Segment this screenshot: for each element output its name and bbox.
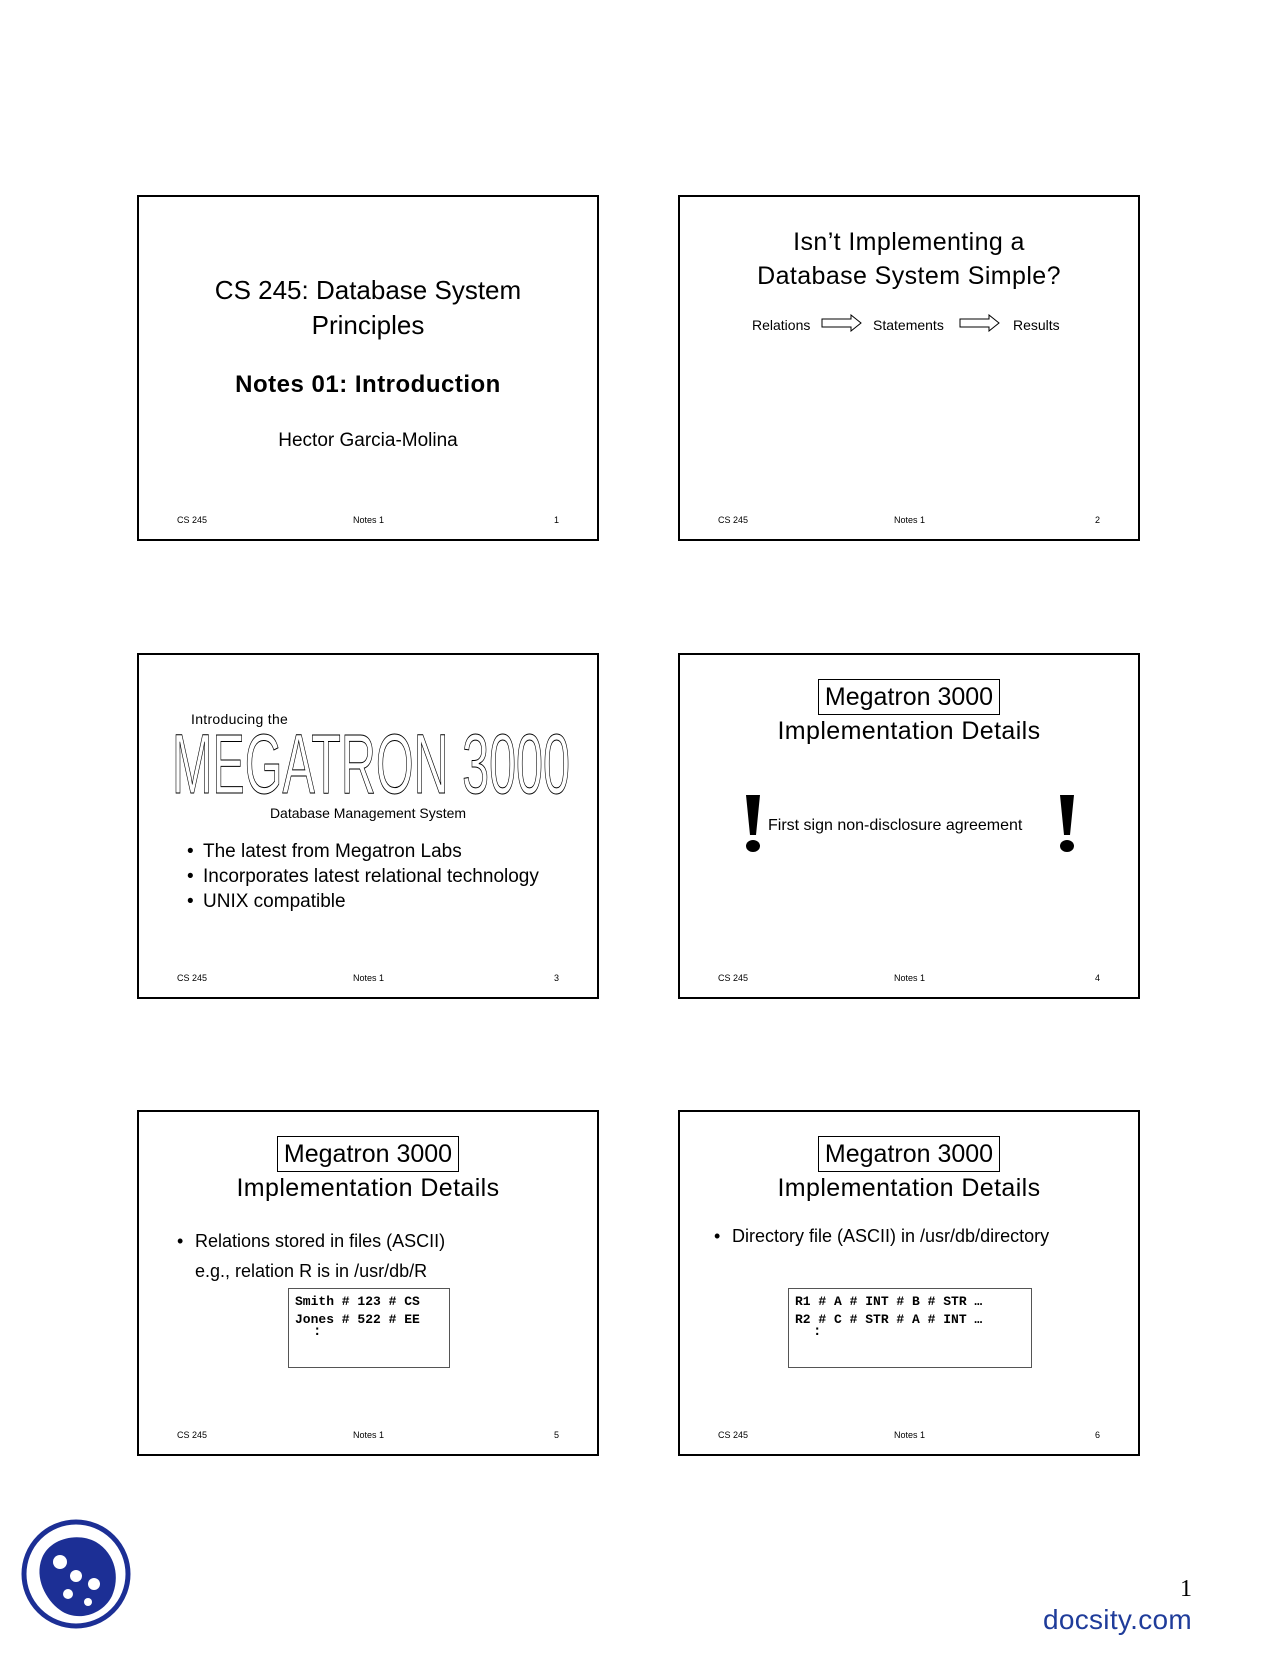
bullet-list <box>714 1226 1049 1247</box>
footer-course: CS 245 <box>177 973 208 983</box>
megatron-logo <box>169 725 573 799</box>
file-contents-box <box>288 1288 450 1368</box>
list-item: • Relations stored in files (ASCII) <box>177 1226 445 1256</box>
footer-notes: Notes 1 <box>894 515 926 525</box>
footer-course: CS 245 <box>177 515 208 525</box>
boxed-title: Megatron 3000 <box>277 1136 459 1172</box>
slide-title <box>680 1136 1138 1172</box>
slide-title <box>680 225 1138 293</box>
slide-number: 2 <box>1094 515 1100 525</box>
nda-notice: First sign non-disclosure agreement <box>768 817 1023 834</box>
title-line-2: Implementation Details <box>777 1174 1041 1202</box>
footer-course: CS 245 <box>718 515 749 525</box>
slide-number: 6 <box>1094 1430 1100 1440</box>
slide-number: 3 <box>553 973 559 983</box>
title-line-1: Isn’t Implementing a <box>793 228 1025 256</box>
list-item: • Incorporates latest relational technology <box>187 864 539 889</box>
title-line-2: Implementation Details <box>236 1174 500 1202</box>
arrow-right-icon <box>821 314 863 332</box>
list-item-continuation: e.g., relation R is in /usr/db/R <box>195 1261 428 1281</box>
slide-2 <box>678 195 1140 541</box>
footer-notes: Notes 1 <box>894 1430 926 1440</box>
docsity-link[interactable]: docsity.com <box>1042 1604 1192 1635</box>
footer-notes: Notes 1 <box>353 1430 385 1440</box>
dbms-label: Database Management System <box>269 805 467 821</box>
exclamation-icon <box>1056 793 1078 855</box>
slide-5 <box>137 1110 599 1456</box>
slide-title <box>139 1136 597 1172</box>
slide-subtitle: Notes 01: Introduction <box>235 371 501 398</box>
bullet-list <box>187 839 539 914</box>
bullet-list <box>177 1226 445 1286</box>
boxed-title: Megatron 3000 <box>818 1136 1000 1172</box>
title-line-2: Principles <box>311 310 425 340</box>
slide-4 <box>678 653 1140 999</box>
title-line-1: CS 245: Database System <box>214 275 522 305</box>
arrow-right-icon <box>959 314 1001 332</box>
page-number: 1 <box>1180 1576 1192 1602</box>
slide-number: 4 <box>1094 973 1100 983</box>
directory-file-box <box>788 1288 1032 1368</box>
slide-number: 5 <box>553 1430 559 1440</box>
title-line-2: Database System Simple? <box>757 262 1061 290</box>
code-line: R1 # A # INT # B # STR … <box>795 1294 983 1309</box>
slide-3 <box>137 653 599 999</box>
slide-1 <box>137 195 599 541</box>
code-line: Jones # 522 # EE <box>295 1312 420 1327</box>
footer-course: CS 245 <box>718 1430 749 1440</box>
footer-notes: Notes 1 <box>353 515 385 525</box>
code-line: Smith # 123 # CS <box>295 1294 420 1309</box>
slide-title <box>139 273 597 343</box>
exclamation-icon <box>742 793 764 855</box>
footer-notes: Notes 1 <box>894 973 926 983</box>
vertical-ellipsis: : <box>813 1324 822 1340</box>
vertical-ellipsis: : <box>313 1324 322 1340</box>
footer-notes: Notes 1 <box>353 973 385 983</box>
flow-results: Results <box>1013 317 1060 333</box>
slide-number: 1 <box>553 515 559 525</box>
title-line-2: Implementation Details <box>777 717 1041 745</box>
slide-author: Hector Garcia-Molina <box>278 430 458 451</box>
footer-course: CS 245 <box>718 973 749 983</box>
list-item: • UNIX compatible <box>187 889 539 914</box>
boxed-title: Megatron 3000 <box>818 679 1000 715</box>
flow-relations: Relations <box>752 317 811 333</box>
docsity-logo-icon <box>20 1518 132 1630</box>
slide-6 <box>678 1110 1140 1456</box>
megatron-logo-text: MEGATRON 3000 <box>172 725 570 799</box>
code-line: R2 # C # STR # A # INT … <box>795 1312 983 1327</box>
footer-course: CS 245 <box>177 1430 208 1440</box>
list-item: • The latest from Megatron Labs <box>187 839 539 864</box>
intro-text: Introducing the <box>191 711 289 727</box>
list-item: • Directory file (ASCII) in /usr/db/directory <box>714 1226 1049 1247</box>
flow-statements: Statements <box>873 317 944 333</box>
slide-title <box>680 679 1138 715</box>
